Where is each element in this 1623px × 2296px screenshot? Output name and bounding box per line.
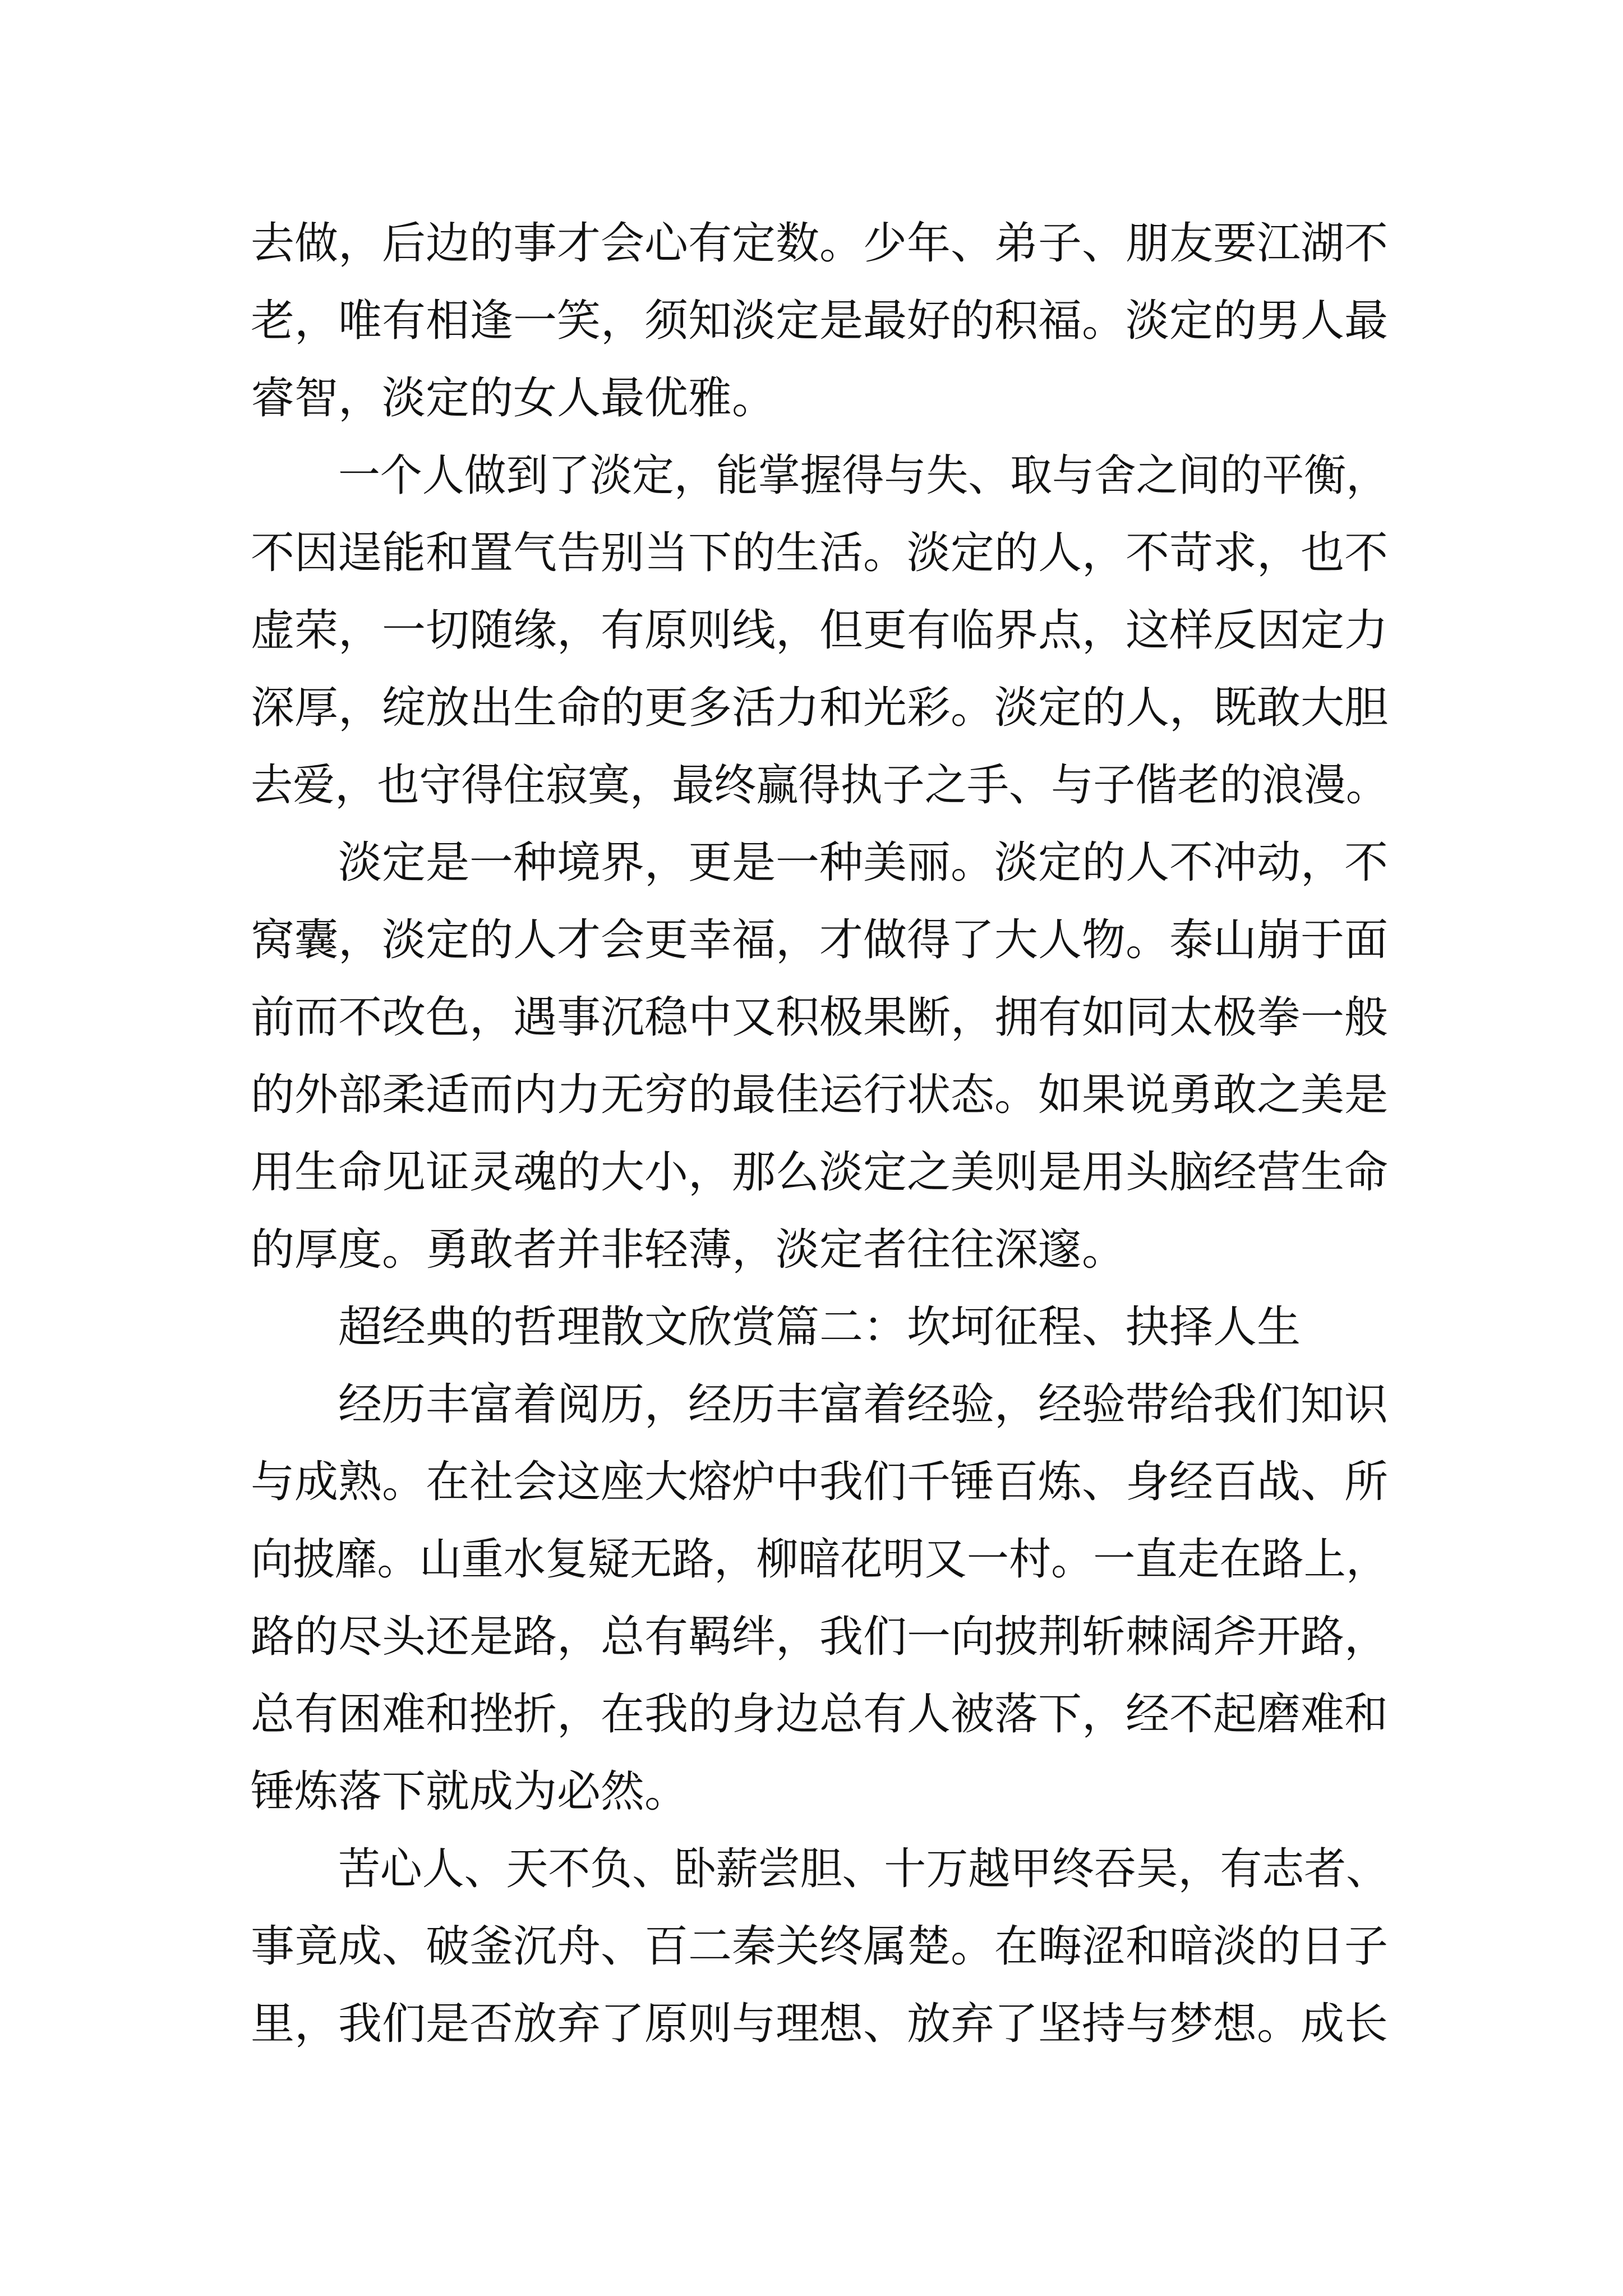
line-text: 一个人做到了淡定，能掌握得与失、取与舍之间的平衡，: [338, 450, 1388, 501]
line-text: 路的尽头还是路，总有羁绊，我们一向披荆斩棘阔斧开路，: [251, 1612, 1388, 1662]
text-line: [251, 1598, 1388, 1676]
text-line: [251, 592, 1388, 669]
paragraph: [251, 1366, 1388, 1830]
document-page: [251, 205, 1388, 2063]
line-text: 向披靡。山重水复疑无路，柳暗花明又一村。一直走在路上，: [251, 1534, 1388, 1585]
paragraph: [251, 205, 1388, 437]
line-text: 去爱，也守得住寂寞，最终赢得执子之手、与子偕老的浪漫。: [251, 760, 1388, 811]
line-text: 苦心人、天不负、卧薪尝胆、十万越甲终吞吴，有志者、: [338, 1844, 1388, 1894]
line-text: 用生命见证灵魂的大小，那么淡定之美则是用头脑经营生命: [251, 1147, 1388, 1198]
line-text: 不因逞能和置气告别当下的生活。淡定的人，不苛求，也不: [251, 528, 1388, 578]
line-text: 锤炼落下就成为必然。: [251, 1766, 689, 1817]
text-line: [338, 1366, 1388, 1443]
paragraph: [251, 437, 1388, 824]
text-line: [251, 1985, 1388, 2063]
text-line: [251, 205, 1388, 282]
line-text: 去做，后边的事才会心有定数。少年、弟子、朋友要江湖不: [251, 218, 1388, 269]
line-text: 与成熟。在社会这座大熔炉中我们千锤百炼、身经百战、所: [251, 1457, 1388, 1507]
line-text: 超经典的哲理散文欣赏篇二：坎坷征程、抉择人生: [338, 1302, 1301, 1352]
text-line: [251, 1056, 1388, 1134]
line-text: 经历丰富着阅历，经历丰富着经验，经验带给我们知识: [338, 1379, 1388, 1430]
text-line: [251, 360, 1388, 437]
text-line: [251, 282, 1388, 360]
text-line: [251, 669, 1388, 747]
text-line: [251, 1908, 1388, 1985]
text-line: [338, 1830, 1388, 1908]
text-line: [251, 1443, 1388, 1521]
line-text: 前而不改色，遇事沉稳中又积极果断，拥有如同太极拳一般: [251, 992, 1388, 1043]
text-line: [251, 1676, 1388, 1753]
line-text: 里，我们是否放弃了原则与理想、放弃了坚持与梦想。成长: [251, 1999, 1388, 2049]
paragraph: [251, 1830, 1388, 2063]
paragraph: [251, 824, 1388, 1289]
text-line: [338, 437, 1388, 514]
text-line: [251, 747, 1388, 824]
text-line: [251, 901, 1388, 979]
text-line: [251, 1753, 1388, 1830]
text-line: [251, 1134, 1388, 1211]
line-text: 深厚，绽放出生命的更多活力和光彩。淡定的人，既敢大胆: [251, 683, 1388, 733]
line-text: 总有困难和挫折，在我的身边总有人被落下，经不起磨难和: [251, 1689, 1388, 1740]
line-text: 窝囊，淡定的人才会更幸福，才做得了大人物。泰山崩于面: [251, 915, 1388, 965]
text-line: [338, 1289, 1388, 1366]
line-text: 老，唯有相逢一笑，须知淡定是最好的积福。淡定的男人最: [251, 296, 1388, 346]
text-line: [251, 1521, 1388, 1598]
line-text: 的外部柔适而内力无穷的最佳运行状态。如果说勇敢之美是: [251, 1070, 1388, 1120]
text-line: [251, 1211, 1388, 1289]
text-line: [338, 824, 1388, 901]
text-line: [251, 514, 1388, 592]
line-text: 虚荣，一切随缘，有原则线，但更有临界点，这样反因定力: [251, 605, 1388, 656]
section-heading: [251, 1289, 1388, 1366]
line-text: 事竟成、破釜沉舟、百二秦关终属楚。在晦涩和暗淡的日子: [251, 1921, 1388, 1972]
line-text: 睿智，淡定的女人最优雅。: [251, 373, 776, 424]
line-text: 淡定是一种境界，更是一种美丽。淡定的人不冲动，不: [338, 838, 1388, 888]
text-line: [251, 979, 1388, 1056]
line-text: 的厚度。勇敢者并非轻薄，淡定者往往深邃。: [251, 1225, 1126, 1275]
